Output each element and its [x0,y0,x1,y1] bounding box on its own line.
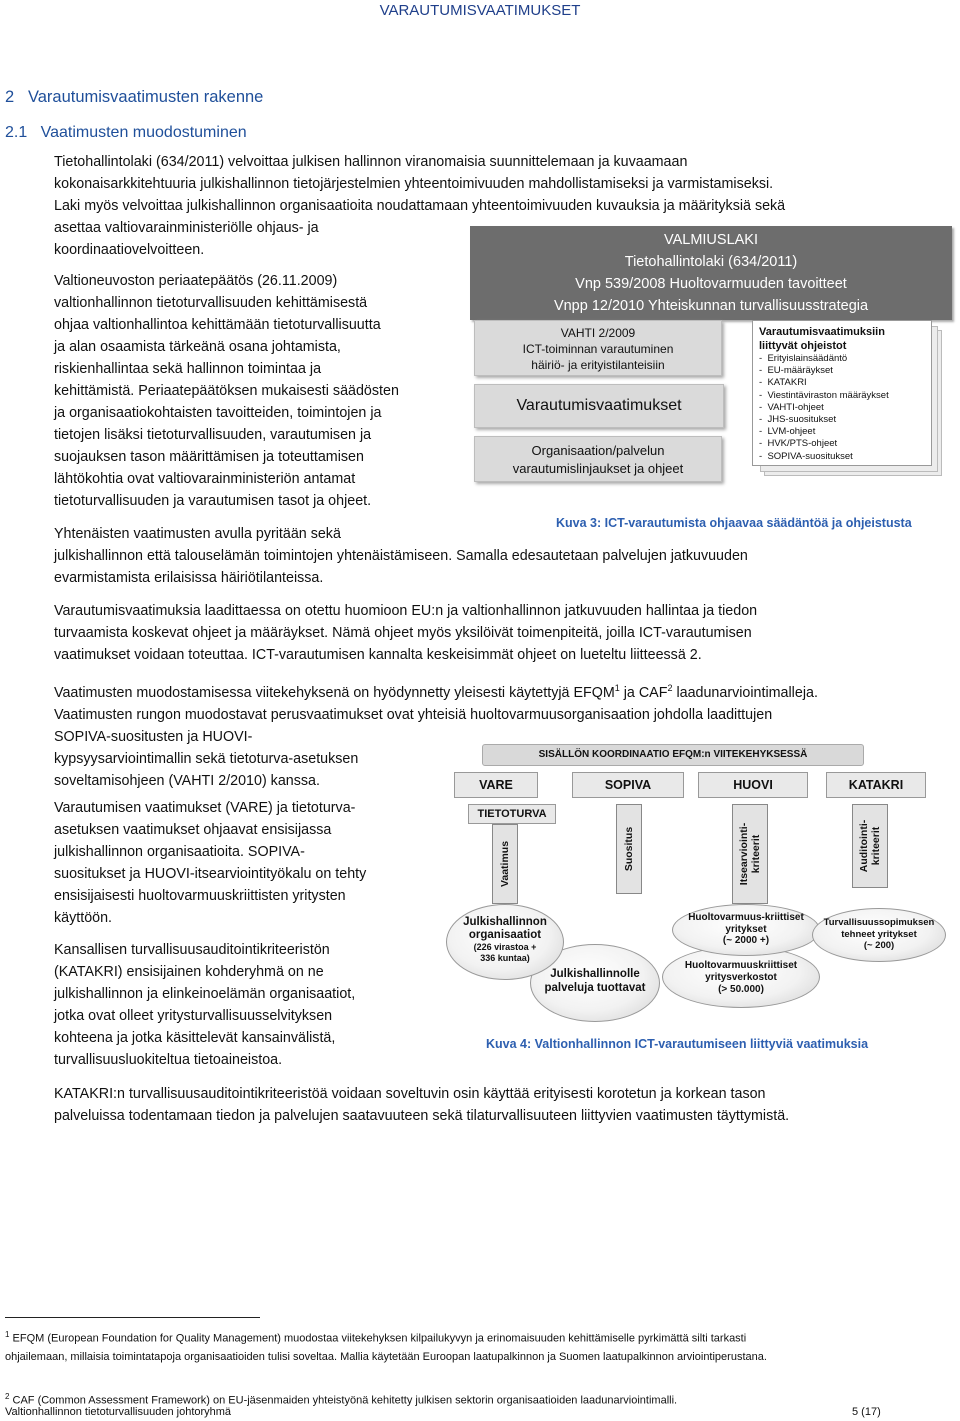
text-line: Valtioneuvoston periaatepäätös (26.11.2009) [54,273,338,289]
vertical-label: Itsearviointi- kriteerit [738,822,762,886]
tab-katakri: KATAKRI [826,772,926,798]
text-line: Kansallisen turvallisuusauditointikriteeristön [54,942,330,958]
paragraph-3 [54,545,959,589]
text-line: soveltamisohjeen (VAHTI 2/2010) kanssa. [54,772,320,789]
vertical-tab-suositus [616,804,642,894]
legislation-line: VALMIUSLAKI [663,232,759,248]
section-number: 2 [5,88,15,106]
text-line: Vaatimusten rungon muodostavat perusvaatimukset ovat yhteisiä huoltovarmuusorganisaation johdolla laadittujen [54,706,773,723]
text-line: julkishallinnon ja elinkeinoelämän organisaatiot, [54,986,356,1002]
vertical-tab-itsearviointi [732,804,768,904]
vahti-line: häiriö- ja erityistilanteisiin [531,358,665,372]
text-line: asettaa valtiovarainministeriölle ohjaus- ja [54,220,319,236]
ellipse-critical-companies: Huoltovarmuus-kriittiset yritykset (~ 2000 +) [672,904,820,956]
text-line: tietoturvallisuuden ja varautumisen tasot ja ohjeet. [54,493,372,509]
figure-3 [470,226,956,526]
text-line: julkishallinnon organisaatioita. SOPIVA- [54,844,305,860]
text-line: ensisijaisesti huoltovarmuuskriittisten yritysten [54,888,346,904]
text-line: koordinaatiovelvoitteen. [54,242,205,258]
guidelines-title: Varautumisvaatimuksiin [759,326,885,338]
text-line: tietojen lisäksi tietoturvallisuuden, varautumisen ja [54,427,372,443]
vertical-tab-auditointi [852,804,888,888]
vertical-label: Suositus [623,826,635,872]
text-line: KATAKRI:n turvallisuusauditointikriteeristöä voidaan soveltuvin osin käyttää erityisesti korotetun ja korkean tason [54,1086,766,1102]
text-line: turvallisuusluokiteltua tietoaineistoa. [54,1052,283,1068]
guidelines-list-box [752,320,932,466]
footnote-line: $^2$ CAF (Common Assessment Framework) on EU-jäsenmaiden yhteistyönä kehitetty julkisen sektorin organisaatioiden laadunarviointimalli. [5,1392,678,1407]
legislation-line: Vnp 539/2008 Huoltovarmuuden tavoitteet [575,276,847,292]
guidelines-title: liittyvät ohjeistot [759,340,847,352]
text-line: Vaatimusten muodostamisessa viitekehyksenä on hyödynnetty yleisesti käytettyjä EFQM$^1$ ja CAF$^2$ laadunarviointimalleja. [54,683,818,701]
text-line: käyttöön. [54,910,113,926]
vahti-line: ICT-toiminnan varautuminen [522,342,674,356]
figure-4-caption: Kuva 4: Valtionhallinnon ICT-varautumiseen liittyviä vaatimuksia [486,1037,869,1051]
subsection-number: 2.1 [5,124,28,141]
text-line: SOPIVA-suositusten ja HUOVI- [54,728,253,745]
paragraph-4 [54,600,959,666]
text-line: turvaamista koskevat ohjeet ja määräykset. Nämä ohjeet myös yksilöivät toimenpiteitä, joilla ICT-varautumisen [54,625,752,641]
running-header: VARAUTUMISVAATIMUKSET [379,2,581,19]
tab-huovi: HUOVI [698,772,808,798]
footnote-separator [5,1317,260,1318]
text-line: ja alan osaamista tärkeänä osana johtamista, [54,339,341,355]
guidelines-item: - Viestintäviraston määräykset [759,389,889,401]
text-line: Tietohallintolaki (634/2011) velvoittaa julkisen hallinnon viranomaisia suunnittelemaan ja kuvaamaan [54,154,688,170]
subsection-heading [5,124,247,142]
guidelines-item: - LVM-ohjeet [759,426,816,438]
tab-tietoturva: TIETOTURVA [468,804,556,824]
vahti-line: VAHTI 2/2009 [560,326,636,340]
tab-sopiva: SOPIVA [572,772,684,798]
legislation-line: Tietohallintolaki (634/2011) [624,254,798,270]
text-line: asetuksen vaatimukset ohjaavat ensisijassa [54,822,332,838]
tab-vare: VARE [454,772,538,798]
text-line: lähtökohtia ovat valtiovarainministeriön antamat [54,471,356,487]
paragraph-2 [54,270,474,512]
text-line: suojauksen tason määrittämisen ja toteuttamisen [54,449,364,465]
paragraph-6 [54,797,454,929]
guidelines-item: - KATAKRI [759,377,807,389]
footnote-ref-2[interactable]: 2 [667,683,673,693]
footnote-line: ohjailemaan, millaisia toimintatapoja organisaatioiden tulisi soveltaa. Mallia käytetään Euroopan laatupalkinnon ja Suomen laatupalkinnon arviointiperustana. [5,1350,767,1363]
paragraph-3-line-1: Yhtenäisten vaatimusten avulla pyritään sekä [54,526,341,542]
footnote-line: $^1$ EFQM (European Foundation for Quality Management) muodostaa viitekehyksen kilpailukyvyn ja erinomaisuuden kehittämiselle pyrkimättä silti tarkasti [5,1330,747,1345]
guidelines-item: - VAHTI-ohjeet [759,401,824,413]
text-line: Varautumisvaatimuksia laadittaessa on otettu huomioon EU:n ja valtionhallinnon jatkuvuuden hallintaa ja tiedon [54,603,758,619]
requirements-box: Varautumisvaatimukset [474,384,724,428]
ellipse-security-agreement-companies: Turvallisuussopimuksen tehneet yritykset (~ 200) [812,908,946,962]
text-line: vaatimukset voidaan toteuttaa. ICT-varautumisen kannalta keskeisimmät ohjeet on lueteltu liitteessä 2. [54,647,702,663]
footer-organisation: Valtionhallinnon tietoturvallisuuden johtoryhmä [5,1406,232,1418]
guidelines-item: - JHS-suositukset [759,414,837,426]
text-line: valtionhallinnon tietoturvallisuuden kehittämisestä [54,295,368,311]
guidelines-item: - SOPIVA-suositukset [759,450,853,462]
page-number: 5 (17) [852,1406,881,1418]
guidelines-item: - Erityislainsäädäntö [759,353,848,364]
guidelines-line: Organisaation/palvelun [531,443,665,458]
footnote-ref-1[interactable]: 1 [614,683,620,693]
text-line: kehittämistä. Periaatepäätöksen mukaisesti säädösten [54,383,399,399]
paragraph-7 [54,939,454,1071]
subsection-title: Vaatimusten muodostuminen [40,124,247,141]
vertical-label: Vaatimus [499,840,511,888]
figure-3-caption: Kuva 3: ICT-varautumista ohjaavaa säädäntöä ja ohjeistusta [556,516,912,530]
guidelines-item: - HVK/PTS-ohjeet [759,438,838,450]
section-title: Varautumisvaatimusten rakenne [27,88,264,106]
text-line: kokonaisarkkitehtuuria julkishallinnon tietojärjestelmien yhteentoimivuuden mahdollistamiseksi ja varmistamiseksi. [54,176,774,192]
legislation-box [470,226,952,320]
text-line: ohjaa valtionhallintoa kehittämään tietoturvallisuutta [54,317,381,333]
text-line: palveluissa todentamaan tiedon ja palvelujen saatavuuteen sekä tilaturvallisuuteen liittyvien vaatimusten täyttymistä. [54,1108,790,1124]
guidelines-item: - EU-määräykset [759,365,833,377]
paragraph-8 [54,1083,959,1127]
guidelines-box [474,436,722,482]
vertical-label: Auditointi- kriteerit [858,819,882,873]
text-line: ja organisaatiokohtaisten tavoitteiden, toimintojen ja [54,405,382,421]
coordination-header: SISÄLLÖN KOORDINAATIO EFQM:n VIITEKEHYKSESSÄ [482,744,864,766]
text-line: suositukset ja HUOVI-itsearviointityökalu on tehty [54,866,367,882]
vertical-tab-vaatimus [492,824,518,904]
text-line: julkishallinnon että talouselämän toimintojen yhtenäistämiseen. Samalla edesautetaan palvelujen jatkuvuuden [54,548,748,564]
footnote-1 [5,1326,955,1366]
section-heading [5,88,263,107]
text-line: riskienhallintaa sekä hallinnon toimintaa ja [54,361,322,377]
text-line: evarmistamista erilaisissa häiriötilanteissa. [54,570,324,586]
text-line: kypsyysarviointimallin sekä tietoturva-asetuksen [54,750,359,767]
ellipse-public-organisations: Julkishallinnon organisaatiot (226 virastoa + 336 kuntaa) [446,904,564,980]
text-line: Laki myös velvoittaa julkishallinnon organisaatioita noudattamaan yhteentoimivuuden kuvauksia ja määrityksiä sekä [54,198,786,214]
ellipse-public-service-providers: Julkishallinnolle palveluja tuottavat [530,944,660,1022]
text-line: kohteena ja jotka käsittelevät kansainvälistä, [54,1030,336,1046]
guidelines-line: varautumislinjaukset ja ohjeet [512,461,684,476]
text-line: jotka ovat olleet yritysturvallisuusselvityksen [54,1008,333,1024]
vahti-box [474,320,722,376]
text-line: (KATAKRI) ensisijainen kohderyhmä on ne [54,964,324,980]
ellipse-critical-networks: Huoltovarmuuskriittiset yritysverkostot (> 50.000) [662,946,820,1008]
text-line: Varautumisen vaatimukset (VARE) ja tietoturva- [54,800,356,816]
figure-4 [436,738,956,1028]
legislation-line: Vnpp 12/2010 Yhteiskunnan turvallisuusstrategia [553,298,869,314]
